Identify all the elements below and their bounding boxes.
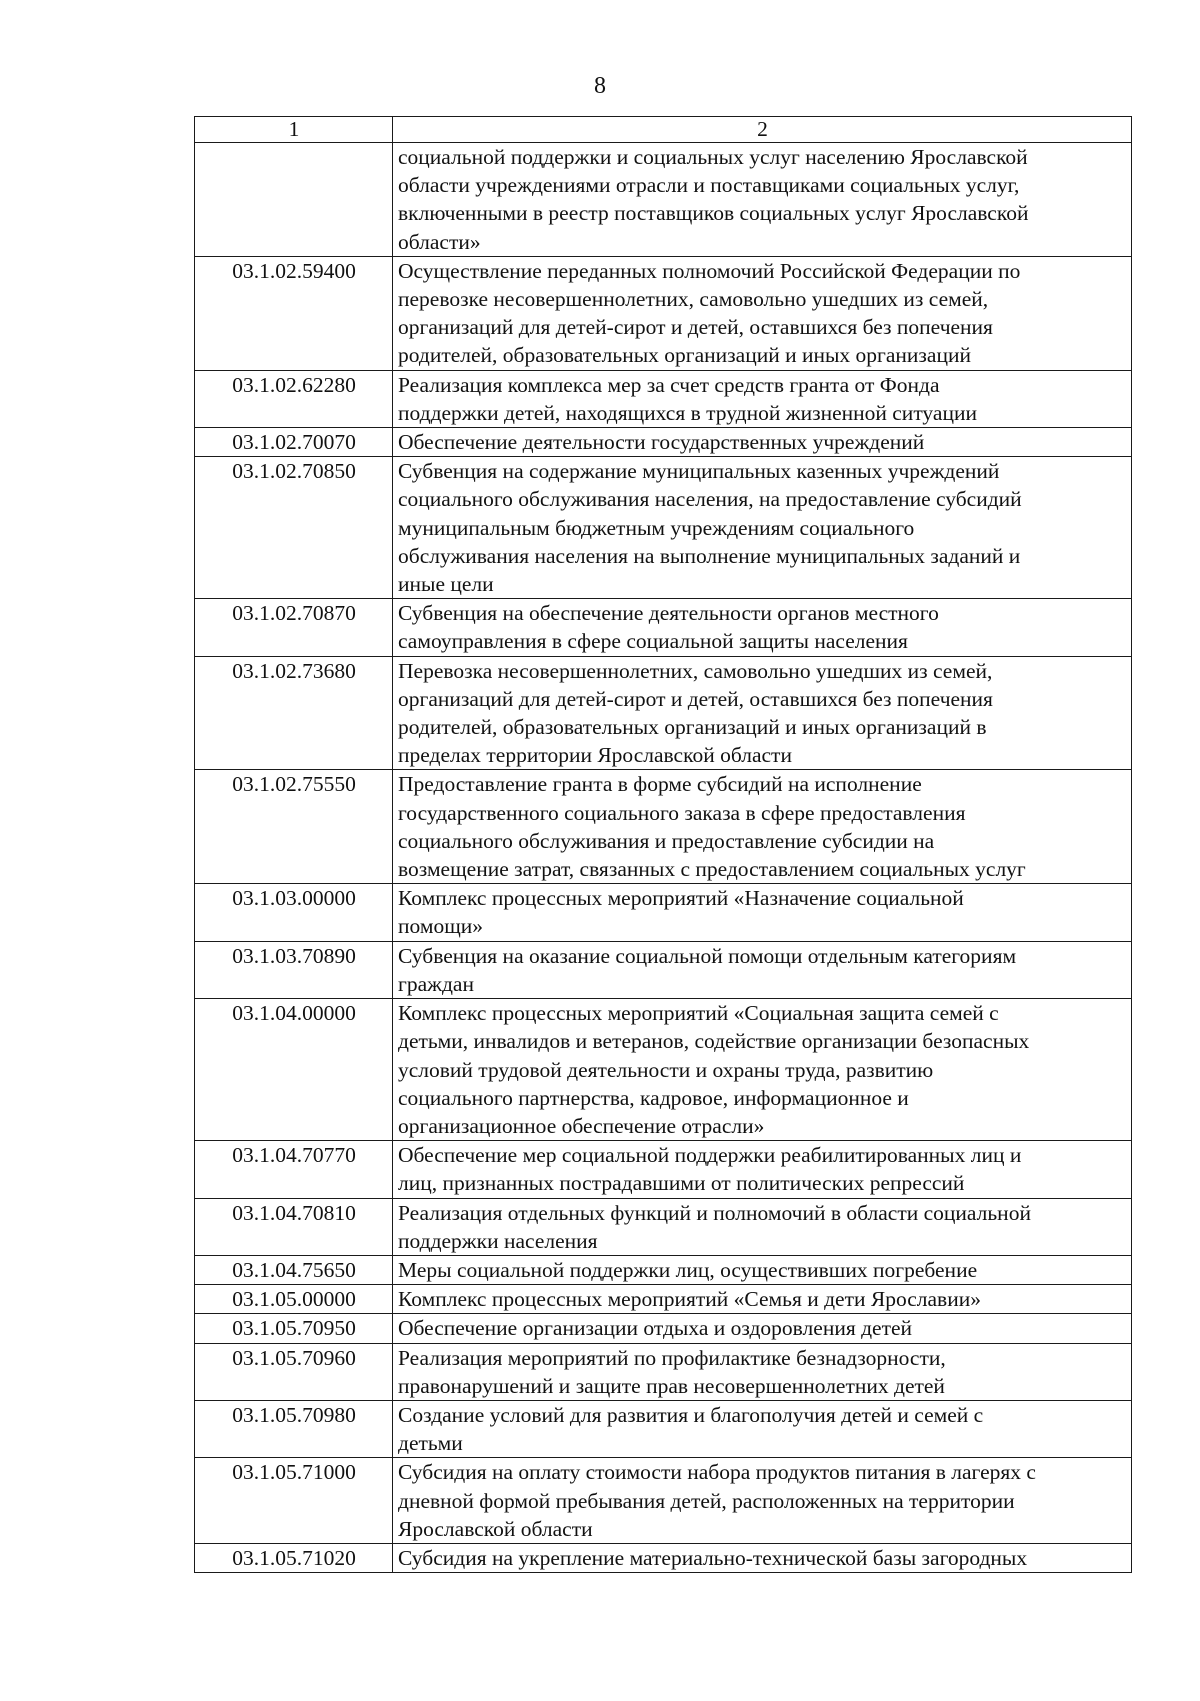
description-line: дневной формой пребывания детей, расположенных на территории xyxy=(398,1488,1015,1513)
description-line: Ярославской области xyxy=(398,1516,593,1541)
description-line: Реализация мероприятий по профилактике безнадзорности, xyxy=(398,1345,946,1370)
description-line: родителей, образовательных организаций и иных организаций в xyxy=(398,715,987,740)
description-line: Субвенция на содержание муниципальных казенных учреждений xyxy=(398,459,1000,484)
table-row xyxy=(195,656,1132,770)
table-row xyxy=(195,428,1132,457)
description-line: социального обслуживания населения, на предоставление субсидий xyxy=(398,487,1022,512)
description-line: детьми xyxy=(398,1431,463,1456)
row-description xyxy=(393,1543,1132,1572)
description-line: Комплекс процессных мероприятий «Семья и дети Ярославии» xyxy=(398,1287,981,1312)
description-line: организаций для детей-сирот и детей, оставшихся без попечения xyxy=(398,686,993,711)
row-code: 03.1.05.00000 xyxy=(195,1285,393,1314)
row-code: 03.1.04.70770 xyxy=(195,1141,393,1198)
row-description xyxy=(393,599,1132,656)
description-line: пределах территории Ярославской области xyxy=(398,743,792,768)
row-description xyxy=(393,1314,1132,1343)
row-code: 03.1.02.70850 xyxy=(195,457,393,599)
row-code: 03.1.05.70950 xyxy=(195,1314,393,1343)
row-description xyxy=(393,1141,1132,1198)
description-line: Комплекс процессных мероприятий «Назначение социальной xyxy=(398,886,964,911)
table-row xyxy=(195,457,1132,599)
table-row xyxy=(195,1458,1132,1544)
page-number: 8 xyxy=(594,73,606,99)
description-line: Субвенция на оказание социальной помощи отдельным категориям xyxy=(398,943,1017,968)
description-line: муниципальным бюджетным учреждениям социального xyxy=(398,515,915,540)
description-line: Создание условий для развития и благополучия детей и семей с xyxy=(398,1402,984,1427)
table-row xyxy=(195,143,1132,257)
description-line: социального партнерства, кадровое, информационное и xyxy=(398,1085,909,1110)
row-code: 03.1.03.70890 xyxy=(195,941,393,998)
table-row xyxy=(195,1141,1132,1198)
description-line: самоуправления в сфере социальной защиты населения xyxy=(398,629,908,654)
description-line: детьми, инвалидов и ветеранов, содействие организации безопасных xyxy=(398,1029,1030,1054)
row-description xyxy=(393,1458,1132,1544)
row-code xyxy=(195,143,393,257)
row-code: 03.1.02.75550 xyxy=(195,770,393,884)
row-description xyxy=(393,1255,1132,1284)
table-row xyxy=(195,256,1132,370)
row-code: 03.1.02.70870 xyxy=(195,599,393,656)
description-line: правонарушений и защите прав несовершеннолетних детей xyxy=(398,1373,945,1398)
row-description xyxy=(393,370,1132,427)
row-code: 03.1.02.59400 xyxy=(195,256,393,370)
row-code: 03.1.05.71020 xyxy=(195,1543,393,1572)
row-description xyxy=(393,656,1132,770)
description-line: Обеспечение мер социальной поддержки реабилитированных лиц и xyxy=(398,1143,1022,1168)
description-line: обслуживания населения на выполнение муниципальных заданий и xyxy=(398,543,1021,568)
description-line: Комплекс процессных мероприятий «Социальная защита семей с xyxy=(398,1001,999,1026)
row-description xyxy=(393,1198,1132,1255)
description-line: лиц, признанных пострадавшими от политических репрессий xyxy=(398,1171,965,1196)
description-line: граждан xyxy=(398,971,474,996)
description-line: Реализация комплекса мер за счет средств гранта от Фонда xyxy=(398,372,940,397)
row-code: 03.1.04.00000 xyxy=(195,999,393,1141)
description-line: поддержки детей, находящихся в трудной жизненной ситуации xyxy=(398,400,977,425)
table-row xyxy=(195,1255,1132,1284)
description-line: государственного социального заказа в сфере предоставления xyxy=(398,800,966,825)
row-description xyxy=(393,1400,1132,1457)
row-code: 03.1.02.70070 xyxy=(195,428,393,457)
table-row xyxy=(195,941,1132,998)
table-row xyxy=(195,1400,1132,1457)
header-col-description: 2 xyxy=(393,117,1132,143)
description-line: Обеспечение деятельности государственных учреждений xyxy=(398,430,925,455)
description-line: Предоставление гранта в форме субсидий на исполнение xyxy=(398,772,922,797)
row-description xyxy=(393,143,1132,257)
description-line: Субсидия на укрепление материально-технической базы загородных xyxy=(398,1545,1028,1570)
table-row xyxy=(195,1198,1132,1255)
row-code: 03.1.05.70980 xyxy=(195,1400,393,1457)
description-line: Субвенция на обеспечение деятельности органов местного xyxy=(398,601,939,626)
description-line: Осуществление переданных полномочий Российской Федерации по xyxy=(398,258,1021,283)
row-code: 03.1.04.70810 xyxy=(195,1198,393,1255)
description-line: поддержки населения xyxy=(398,1228,598,1253)
row-code: 03.1.03.00000 xyxy=(195,884,393,941)
row-description xyxy=(393,999,1132,1141)
description-line: перевозке несовершеннолетних, самовольно ушедших из семей, xyxy=(398,287,989,312)
description-line: Меры социальной поддержки лиц, осуществивших погребение xyxy=(398,1257,978,1282)
description-line: Субсидия на оплату стоимости набора продуктов питания в лагерях с xyxy=(398,1460,1036,1485)
description-line: социальной поддержки и социальных услуг населению Ярославской xyxy=(398,145,1028,169)
row-description xyxy=(393,457,1132,599)
row-code: 03.1.02.73680 xyxy=(195,656,393,770)
description-line: условий трудовой деятельности и охраны труда, развитию xyxy=(398,1057,934,1082)
description-line: Реализация отдельных функций и полномочий в области социальной xyxy=(398,1200,1031,1225)
budget-classification-table xyxy=(194,116,1132,1573)
row-code: 03.1.05.71000 xyxy=(195,1458,393,1544)
description-line: организационное обеспечение отрасли» xyxy=(398,1113,765,1138)
description-line: родителей, образовательных организаций и иных организаций xyxy=(398,343,971,368)
description-line: области учреждениями отрасли и поставщиками социальных услуг, xyxy=(398,173,1020,198)
description-line: социального обслуживания и предоставление субсидии на xyxy=(398,828,935,853)
row-code: 03.1.05.70960 xyxy=(195,1343,393,1400)
table-row xyxy=(195,1285,1132,1314)
row-description xyxy=(393,1285,1132,1314)
table-row xyxy=(195,1314,1132,1343)
row-description xyxy=(393,770,1132,884)
row-description xyxy=(393,884,1132,941)
row-code: 03.1.02.62280 xyxy=(195,370,393,427)
row-description xyxy=(393,428,1132,457)
table-row xyxy=(195,1543,1132,1572)
table-row xyxy=(195,884,1132,941)
row-description xyxy=(393,256,1132,370)
description-line: включенными в реестр поставщиков социальных услуг Ярославской xyxy=(398,201,1029,226)
description-line: Обеспечение организации отдыха и оздоровления детей xyxy=(398,1316,913,1341)
description-line: области» xyxy=(398,229,481,254)
header-col-code: 1 xyxy=(195,117,393,143)
row-description xyxy=(393,941,1132,998)
table-row xyxy=(195,770,1132,884)
table-row xyxy=(195,1343,1132,1400)
table-header-row xyxy=(195,117,1132,143)
table-row xyxy=(195,370,1132,427)
description-line: возмещение затрат, связанных с предоставлением социальных услуг xyxy=(398,857,1026,882)
description-line: иные цели xyxy=(398,572,494,597)
description-line: Перевозка несовершеннолетних, самовольно ушедших из семей, xyxy=(398,658,993,683)
row-code: 03.1.04.75650 xyxy=(195,1255,393,1284)
description-line: организаций для детей-сирот и детей, оставшихся без попечения xyxy=(398,315,993,340)
description-line: помощи» xyxy=(398,914,484,939)
table-row xyxy=(195,999,1132,1141)
table-row xyxy=(195,599,1132,656)
row-description xyxy=(393,1343,1132,1400)
